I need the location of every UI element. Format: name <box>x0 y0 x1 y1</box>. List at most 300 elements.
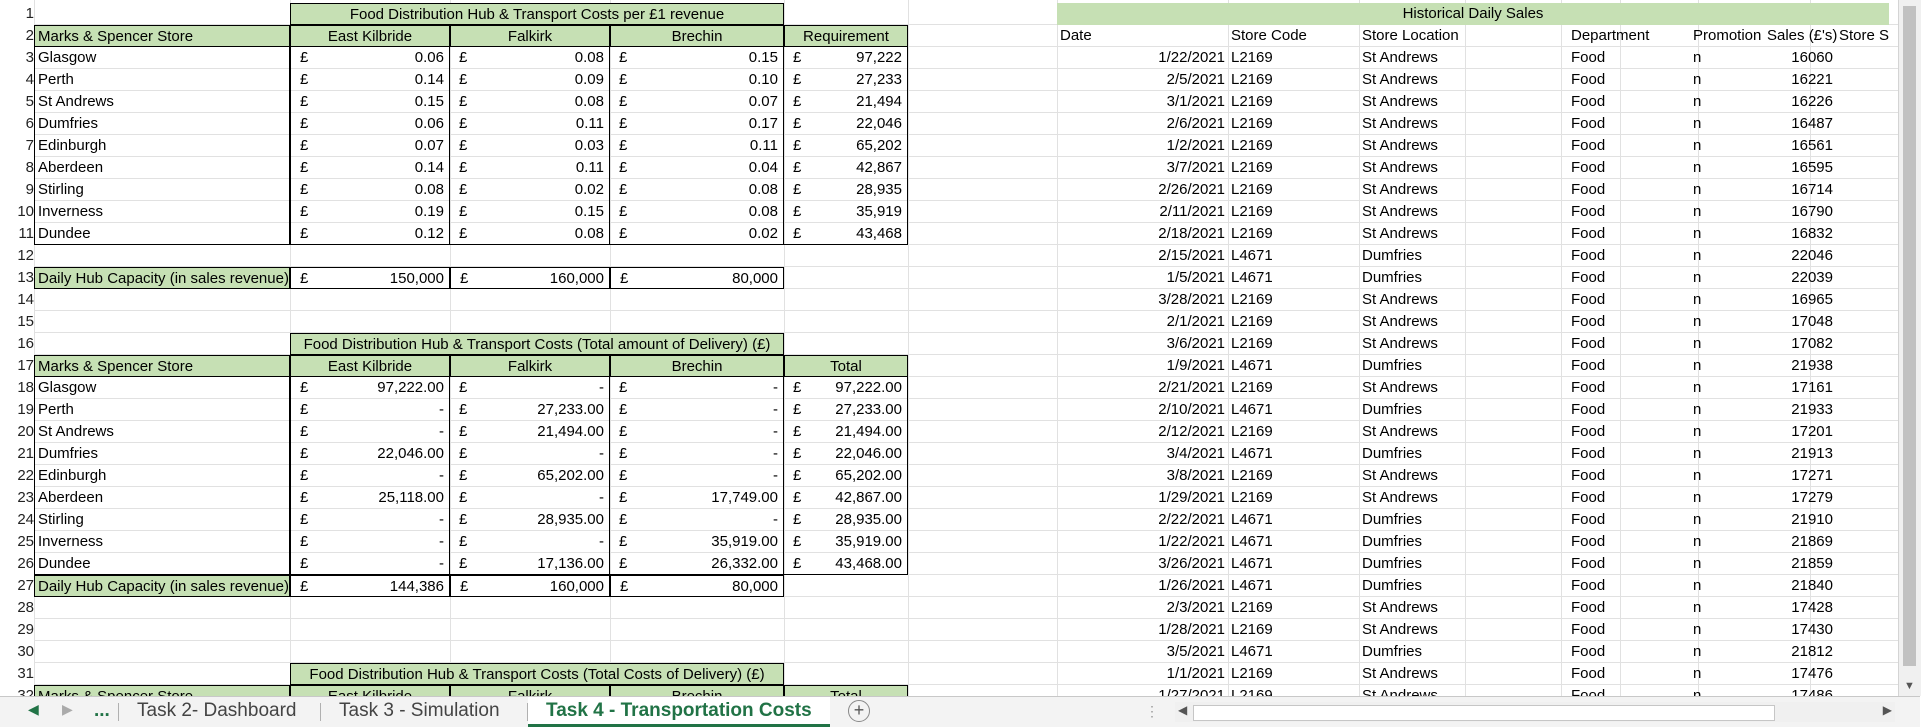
cost-cell[interactable] <box>290 113 450 135</box>
cost-cell[interactable] <box>290 223 450 245</box>
delivery-amount-cell[interactable] <box>784 377 908 399</box>
delivery-amount-cell[interactable] <box>450 487 610 509</box>
cost-cell[interactable] <box>784 135 908 157</box>
cost-cell[interactable] <box>784 201 908 223</box>
store-name[interactable]: Stirling <box>34 509 290 531</box>
table2-store-header[interactable]: Marks & Spencer Store <box>34 355 290 377</box>
sales-col-header[interactable]: Store S <box>1839 27 1890 44</box>
sales-promotion[interactable]: n <box>1693 577 1702 594</box>
row-header[interactable]: 9 <box>0 179 34 201</box>
sales-promotion[interactable]: n <box>1693 379 1702 396</box>
delivery-amount-cell[interactable] <box>450 443 610 465</box>
sales-store-location[interactable]: St Andrews <box>1362 335 1438 352</box>
sales-amount[interactable]: 16226 <box>1791 93 1833 110</box>
store-name[interactable]: Glasgow <box>34 377 290 399</box>
delivery-amount-cell[interactable] <box>290 465 450 487</box>
sales-amount[interactable]: 21812 <box>1791 643 1833 660</box>
cost-cell[interactable] <box>784 69 908 91</box>
sales-amount[interactable]: 16060 <box>1791 49 1833 66</box>
capacity-cell[interactable] <box>450 267 610 289</box>
cost-cell[interactable] <box>290 179 450 201</box>
sales-department[interactable]: Food <box>1571 357 1606 374</box>
sales-store-code[interactable]: L4671 <box>1231 401 1273 418</box>
row-header[interactable]: 22 <box>0 465 34 487</box>
sales-store-location[interactable]: St Andrews <box>1362 71 1438 88</box>
row-header[interactable]: 5 <box>0 91 34 113</box>
sales-department[interactable]: Food <box>1571 665 1606 682</box>
sales-date[interactable]: 3/8/2021 <box>1166 467 1225 484</box>
cost-cell[interactable] <box>450 157 610 179</box>
cost-cell[interactable] <box>290 47 450 69</box>
sales-store-code[interactable]: L4671 <box>1231 533 1273 550</box>
sales-store-code[interactable]: L2169 <box>1231 599 1273 616</box>
sales-date[interactable]: 2/18/2021 <box>1158 225 1225 242</box>
sales-promotion[interactable]: n <box>1693 555 1702 572</box>
row-header[interactable]: 24 <box>0 509 34 531</box>
delivery-amount-cell[interactable] <box>450 553 610 575</box>
sales-date[interactable]: 2/21/2021 <box>1158 379 1225 396</box>
sales-amount[interactable]: 21869 <box>1791 533 1833 550</box>
sales-promotion[interactable]: n <box>1693 137 1702 154</box>
sales-department[interactable]: Food <box>1571 511 1606 528</box>
sales-department[interactable]: Food <box>1571 599 1606 616</box>
sales-store-location[interactable]: St Andrews <box>1362 423 1438 440</box>
store-name[interactable]: Aberdeen <box>34 157 290 179</box>
sales-department[interactable]: Food <box>1571 423 1606 440</box>
sales-store-location[interactable]: St Andrews <box>1362 313 1438 330</box>
sales-amount[interactable]: 17048 <box>1791 313 1833 330</box>
sales-col-header[interactable]: Promotion <box>1693 27 1762 44</box>
row-header[interactable]: 25 <box>0 531 34 553</box>
capacity-cell[interactable] <box>450 575 610 597</box>
table1-col-header[interactable]: East Kilbride <box>290 25 450 47</box>
sales-department[interactable]: Food <box>1571 379 1606 396</box>
cost-cell[interactable] <box>450 69 610 91</box>
sales-promotion[interactable]: n <box>1693 511 1702 528</box>
sales-department[interactable]: Food <box>1571 93 1606 110</box>
sales-store-code[interactable]: L4671 <box>1231 247 1273 264</box>
sales-date[interactable]: 1/26/2021 <box>1158 577 1225 594</box>
cost-cell[interactable] <box>610 91 784 113</box>
sales-title[interactable]: Historical Daily Sales <box>1057 3 1889 25</box>
delivery-amount-cell[interactable] <box>290 399 450 421</box>
sales-date[interactable]: 3/1/2021 <box>1166 93 1225 110</box>
sales-col-header[interactable]: Store Code <box>1231 27 1307 44</box>
store-name[interactable]: Inverness <box>34 201 290 223</box>
sales-date[interactable]: 3/5/2021 <box>1166 643 1225 660</box>
scroll-right-arrow-icon[interactable]: ▶ <box>1882 703 1892 717</box>
sales-store-code[interactable]: L2169 <box>1231 71 1273 88</box>
delivery-amount-cell[interactable] <box>290 531 450 553</box>
sales-store-location[interactable]: St Andrews <box>1362 379 1438 396</box>
delivery-amount-cell[interactable] <box>784 531 908 553</box>
delivery-amount-cell[interactable] <box>784 509 908 531</box>
cost-cell[interactable] <box>610 157 784 179</box>
table3-title[interactable]: Food Distribution Hub & Transport Costs (Total Costs of Delivery) (£) <box>290 663 784 685</box>
delivery-amount-cell[interactable] <box>610 399 784 421</box>
store-name[interactable]: St Andrews <box>34 421 290 443</box>
cost-cell[interactable] <box>610 47 784 69</box>
sales-store-location[interactable]: St Andrews <box>1362 665 1438 682</box>
cost-cell[interactable] <box>610 201 784 223</box>
row-header[interactable]: 15 <box>0 311 34 333</box>
sales-amount[interactable]: 21938 <box>1791 357 1833 374</box>
sales-department[interactable]: Food <box>1571 203 1606 220</box>
vertical-scroll-thumb[interactable] <box>1903 6 1916 666</box>
sales-date[interactable]: 3/28/2021 <box>1158 291 1225 308</box>
row-header[interactable]: 7 <box>0 135 34 157</box>
capacity-cell[interactable] <box>610 575 784 597</box>
delivery-amount-cell[interactable] <box>610 443 784 465</box>
row-header[interactable]: 3 <box>0 47 34 69</box>
sales-date[interactable]: 2/3/2021 <box>1166 599 1225 616</box>
scroll-down-arrow-icon[interactable]: ▼ <box>1904 680 1915 692</box>
sales-department[interactable]: Food <box>1571 225 1606 242</box>
sales-store-code[interactable]: L2169 <box>1231 159 1273 176</box>
sales-department[interactable]: Food <box>1571 71 1606 88</box>
cost-cell[interactable] <box>290 135 450 157</box>
sales-store-code[interactable]: L4671 <box>1231 555 1273 572</box>
delivery-amount-cell[interactable] <box>450 421 610 443</box>
cost-cell[interactable] <box>784 179 908 201</box>
sales-date[interactable]: 2/10/2021 <box>1158 401 1225 418</box>
row-header[interactable]: 11 <box>0 223 34 245</box>
sales-store-code[interactable]: L4671 <box>1231 445 1273 462</box>
sales-date[interactable]: 1/9/2021 <box>1166 357 1225 374</box>
sales-store-location[interactable]: Dumfries <box>1362 357 1423 374</box>
sales-department[interactable]: Food <box>1571 533 1606 550</box>
sales-store-code[interactable]: L2169 <box>1231 203 1273 220</box>
delivery-amount-cell[interactable] <box>290 487 450 509</box>
sales-promotion[interactable]: n <box>1693 335 1702 352</box>
capacity-cell[interactable] <box>290 575 450 597</box>
sales-department[interactable]: Food <box>1571 247 1606 264</box>
cost-cell[interactable] <box>610 135 784 157</box>
sales-store-location[interactable]: St Andrews <box>1362 467 1438 484</box>
sales-store-code[interactable]: L2169 <box>1231 291 1273 308</box>
sales-store-code[interactable]: L2169 <box>1231 49 1273 66</box>
sales-date[interactable]: 2/12/2021 <box>1158 423 1225 440</box>
row-header[interactable]: 21 <box>0 443 34 465</box>
sales-store-location[interactable]: St Andrews <box>1362 93 1438 110</box>
delivery-amount-cell[interactable] <box>610 465 784 487</box>
sales-promotion[interactable]: n <box>1693 467 1702 484</box>
row-header[interactable]: 8 <box>0 157 34 179</box>
sales-promotion[interactable]: n <box>1693 203 1702 220</box>
table2-col-header[interactable]: East Kilbride <box>290 355 450 377</box>
sales-date[interactable]: 1/29/2021 <box>1158 489 1225 506</box>
sales-store-code[interactable]: L4671 <box>1231 269 1273 286</box>
sales-store-code[interactable]: L4671 <box>1231 511 1273 528</box>
sales-store-location[interactable]: Dumfries <box>1362 643 1423 660</box>
store-name[interactable]: Stirling <box>34 179 290 201</box>
cost-cell[interactable] <box>450 135 610 157</box>
cost-cell[interactable] <box>290 69 450 91</box>
sales-date[interactable]: 2/6/2021 <box>1166 115 1225 132</box>
cost-cell[interactable] <box>450 113 610 135</box>
sales-promotion[interactable]: n <box>1693 665 1702 682</box>
sales-date[interactable]: 2/26/2021 <box>1158 181 1225 198</box>
cost-cell[interactable] <box>610 69 784 91</box>
cost-cell[interactable] <box>290 157 450 179</box>
horizontal-scroll-thumb[interactable] <box>1193 705 1775 721</box>
store-name[interactable]: Inverness <box>34 531 290 553</box>
delivery-amount-cell[interactable] <box>610 531 784 553</box>
store-name[interactable]: Aberdeen <box>34 487 290 509</box>
sales-amount[interactable]: 16790 <box>1791 203 1833 220</box>
sales-store-code[interactable]: L2169 <box>1231 467 1273 484</box>
table1-requirement-header[interactable]: Requirement <box>784 25 908 47</box>
sales-store-location[interactable]: St Andrews <box>1362 159 1438 176</box>
drag-handle-icon[interactable]: ⋮ <box>1145 703 1159 719</box>
sales-date[interactable]: 1/28/2021 <box>1158 621 1225 638</box>
cost-cell[interactable] <box>450 47 610 69</box>
sales-promotion[interactable]: n <box>1693 291 1702 308</box>
delivery-amount-cell[interactable] <box>784 553 908 575</box>
sales-amount[interactable]: 21910 <box>1791 511 1833 528</box>
sales-department[interactable]: Food <box>1571 159 1606 176</box>
sales-store-location[interactable]: St Andrews <box>1362 291 1438 308</box>
sales-amount[interactable]: 17271 <box>1791 467 1833 484</box>
sales-amount[interactable]: 17082 <box>1791 335 1833 352</box>
delivery-amount-cell[interactable] <box>610 421 784 443</box>
row-header[interactable]: 26 <box>0 553 34 575</box>
cost-cell[interactable] <box>784 157 908 179</box>
row-header[interactable]: 31 <box>0 663 34 685</box>
row-header[interactable]: 18 <box>0 377 34 399</box>
sales-amount[interactable]: 17430 <box>1791 621 1833 638</box>
sales-department[interactable]: Food <box>1571 555 1606 572</box>
store-name[interactable]: St Andrews <box>34 91 290 113</box>
sales-store-code[interactable]: L2169 <box>1231 489 1273 506</box>
sales-store-location[interactable]: Dumfries <box>1362 577 1423 594</box>
sales-store-code[interactable]: L2169 <box>1231 423 1273 440</box>
row-header[interactable]: 17 <box>0 355 34 377</box>
row-header[interactable]: 16 <box>0 333 34 355</box>
cost-cell[interactable] <box>610 223 784 245</box>
store-name[interactable]: Dumfries <box>34 443 290 465</box>
delivery-amount-cell[interactable] <box>450 465 610 487</box>
sales-store-code[interactable]: L2169 <box>1231 115 1273 132</box>
sales-store-code[interactable]: L2169 <box>1231 313 1273 330</box>
sales-col-header[interactable]: Sales (£'s) <box>1767 27 1838 44</box>
sales-department[interactable]: Food <box>1571 115 1606 132</box>
sales-amount[interactable]: 17161 <box>1791 379 1833 396</box>
store-name[interactable]: Perth <box>34 69 290 91</box>
sales-amount[interactable]: 16561 <box>1791 137 1833 154</box>
sales-promotion[interactable]: n <box>1693 313 1702 330</box>
tab-task-2-dashboard[interactable]: Task 2- Dashboard <box>137 700 297 721</box>
row-header[interactable]: 29 <box>0 619 34 641</box>
delivery-amount-cell[interactable] <box>784 421 908 443</box>
sales-store-location[interactable]: St Andrews <box>1362 621 1438 638</box>
sales-date[interactable]: 1/1/2021 <box>1166 665 1225 682</box>
sales-store-location[interactable]: Dumfries <box>1362 445 1423 462</box>
delivery-amount-cell[interactable] <box>784 465 908 487</box>
row-header[interactable]: 23 <box>0 487 34 509</box>
row-header[interactable]: 13 <box>0 267 34 289</box>
sales-date[interactable]: 2/11/2021 <box>1159 203 1225 220</box>
cost-cell[interactable] <box>290 201 450 223</box>
store-name[interactable]: Edinburgh <box>34 465 290 487</box>
cost-cell[interactable] <box>784 113 908 135</box>
capacity-cell[interactable] <box>290 267 450 289</box>
sales-store-location[interactable]: Dumfries <box>1362 401 1423 418</box>
sales-store-location[interactable]: St Andrews <box>1362 599 1438 616</box>
sales-department[interactable]: Food <box>1571 269 1606 286</box>
sales-col-header[interactable]: Department <box>1571 27 1650 44</box>
store-name[interactable]: Dumfries <box>34 113 290 135</box>
cost-cell[interactable] <box>784 223 908 245</box>
sales-date[interactable]: 3/4/2021 <box>1166 445 1225 462</box>
store-name[interactable]: Perth <box>34 399 290 421</box>
sales-store-code[interactable]: L2169 <box>1231 93 1273 110</box>
sales-promotion[interactable]: n <box>1693 71 1702 88</box>
cost-cell[interactable] <box>450 223 610 245</box>
sales-store-location[interactable]: Dumfries <box>1362 511 1423 528</box>
delivery-amount-cell[interactable] <box>450 509 610 531</box>
sales-department[interactable]: Food <box>1571 621 1606 638</box>
cost-cell[interactable] <box>610 179 784 201</box>
capacity-label[interactable]: Daily Hub Capacity (in sales revenue) <box>34 267 290 289</box>
row-header[interactable]: 19 <box>0 399 34 421</box>
sales-store-code[interactable]: L2169 <box>1231 379 1273 396</box>
cost-cell[interactable] <box>450 179 610 201</box>
sales-promotion[interactable]: n <box>1693 247 1702 264</box>
sales-amount[interactable]: 21859 <box>1791 555 1833 572</box>
row-header[interactable]: 1 <box>0 3 34 25</box>
sales-promotion[interactable]: n <box>1693 269 1702 286</box>
delivery-amount-cell[interactable] <box>610 377 784 399</box>
row-header[interactable]: 12 <box>0 245 34 267</box>
sales-store-code[interactable]: L2169 <box>1231 621 1273 638</box>
sales-store-location[interactable]: St Andrews <box>1362 225 1438 242</box>
vertical-scrollbar[interactable] <box>1898 0 1921 696</box>
table2-col-header[interactable]: Brechin <box>610 355 784 377</box>
delivery-amount-cell[interactable] <box>450 377 610 399</box>
sales-promotion[interactable]: n <box>1693 401 1702 418</box>
store-name[interactable]: Glasgow <box>34 47 290 69</box>
sales-promotion[interactable]: n <box>1693 423 1702 440</box>
sales-store-code[interactable]: L2169 <box>1231 335 1273 352</box>
sales-date[interactable]: 3/7/2021 <box>1166 159 1225 176</box>
sales-department[interactable]: Food <box>1571 49 1606 66</box>
store-name[interactable]: Dundee <box>34 223 290 245</box>
tab-task-3-simulation[interactable]: Task 3 - Simulation <box>339 700 500 721</box>
cost-cell[interactable] <box>450 91 610 113</box>
sales-date[interactable]: 2/15/2021 <box>1158 247 1225 264</box>
sales-date[interactable]: 2/1/2021 <box>1166 313 1225 330</box>
sales-store-location[interactable]: St Andrews <box>1362 115 1438 132</box>
delivery-amount-cell[interactable] <box>610 509 784 531</box>
table1-store-header[interactable]: Marks & Spencer Store <box>34 25 290 47</box>
sales-promotion[interactable]: n <box>1693 93 1702 110</box>
sales-col-header[interactable]: Store Location <box>1362 27 1459 44</box>
sales-store-location[interactable]: St Andrews <box>1362 181 1438 198</box>
table1-col-header[interactable]: Brechin <box>610 25 784 47</box>
store-name[interactable]: Edinburgh <box>34 135 290 157</box>
sales-amount[interactable]: 17279 <box>1791 489 1833 506</box>
cost-cell[interactable] <box>450 201 610 223</box>
sales-date[interactable]: 2/5/2021 <box>1166 71 1225 88</box>
sales-store-location[interactable]: Dumfries <box>1362 533 1423 550</box>
row-header[interactable]: 20 <box>0 421 34 443</box>
sales-department[interactable]: Food <box>1571 577 1606 594</box>
sales-promotion[interactable]: n <box>1693 49 1702 66</box>
sales-store-code[interactable]: L4671 <box>1231 577 1273 594</box>
sales-amount[interactable]: 16487 <box>1791 115 1833 132</box>
delivery-amount-cell[interactable] <box>610 487 784 509</box>
delivery-amount-cell[interactable] <box>290 509 450 531</box>
table2-col-header[interactable]: Falkirk <box>450 355 610 377</box>
delivery-amount-cell[interactable] <box>290 443 450 465</box>
delivery-amount-cell[interactable] <box>784 443 908 465</box>
sales-store-code[interactable]: L2169 <box>1231 225 1273 242</box>
sales-amount[interactable]: 17476 <box>1791 665 1833 682</box>
capacity-label[interactable]: Daily Hub Capacity (in sales revenue) <box>34 575 290 597</box>
sales-amount[interactable]: 17201 <box>1791 423 1833 440</box>
sales-department[interactable]: Food <box>1571 467 1606 484</box>
sales-amount[interactable]: 21840 <box>1791 577 1833 594</box>
sales-promotion[interactable]: n <box>1693 225 1702 242</box>
sales-promotion[interactable]: n <box>1693 533 1702 550</box>
tab-task-4-transportation-costs[interactable]: Task 4 - Transportation Costs <box>528 697 830 727</box>
sales-promotion[interactable]: n <box>1693 599 1702 616</box>
sales-amount[interactable]: 16595 <box>1791 159 1833 176</box>
sales-promotion[interactable]: n <box>1693 643 1702 660</box>
row-header[interactable]: 6 <box>0 113 34 135</box>
table2-title[interactable]: Food Distribution Hub & Transport Costs (Total amount of Delivery) (£) <box>290 333 784 355</box>
sales-department[interactable]: Food <box>1571 401 1606 418</box>
cost-cell[interactable] <box>290 91 450 113</box>
delivery-amount-cell[interactable] <box>290 377 450 399</box>
store-name[interactable]: Dundee <box>34 553 290 575</box>
add-sheet-button[interactable]: + <box>848 700 870 722</box>
sales-department[interactable]: Food <box>1571 335 1606 352</box>
sales-store-location[interactable]: St Andrews <box>1362 203 1438 220</box>
sales-store-location[interactable]: Dumfries <box>1362 247 1423 264</box>
sales-amount[interactable]: 22046 <box>1791 247 1833 264</box>
table1-title[interactable]: Food Distribution Hub & Transport Costs per £1 revenue <box>290 3 784 25</box>
sales-amount[interactable]: 21913 <box>1791 445 1833 462</box>
row-header[interactable]: 30 <box>0 641 34 663</box>
sales-store-code[interactable]: L4671 <box>1231 643 1273 660</box>
row-header[interactable]: 4 <box>0 69 34 91</box>
sales-store-code[interactable]: L2169 <box>1231 181 1273 198</box>
cost-cell[interactable] <box>784 91 908 113</box>
delivery-amount-cell[interactable] <box>784 399 908 421</box>
sales-department[interactable]: Food <box>1571 291 1606 308</box>
delivery-amount-cell[interactable] <box>290 421 450 443</box>
sales-col-header[interactable]: Date <box>1060 27 1092 44</box>
sales-date[interactable]: 3/6/2021 <box>1166 335 1225 352</box>
sales-date[interactable]: 1/2/2021 <box>1166 137 1225 154</box>
sales-promotion[interactable]: n <box>1693 489 1702 506</box>
sales-promotion[interactable]: n <box>1693 357 1702 374</box>
sales-date[interactable]: 1/22/2021 <box>1158 533 1225 550</box>
sales-promotion[interactable]: n <box>1693 621 1702 638</box>
sales-store-code[interactable]: L4671 <box>1231 357 1273 374</box>
row-header[interactable]: 28 <box>0 597 34 619</box>
sales-amount[interactable]: 17428 <box>1791 599 1833 616</box>
delivery-amount-cell[interactable] <box>290 553 450 575</box>
table2-total-header[interactable]: Total <box>784 355 908 377</box>
sales-department[interactable]: Food <box>1571 489 1606 506</box>
sales-promotion[interactable]: n <box>1693 445 1702 462</box>
delivery-amount-cell[interactable] <box>450 399 610 421</box>
next-sheet-icon[interactable]: ▶ <box>62 701 73 717</box>
sales-department[interactable]: Food <box>1571 643 1606 660</box>
